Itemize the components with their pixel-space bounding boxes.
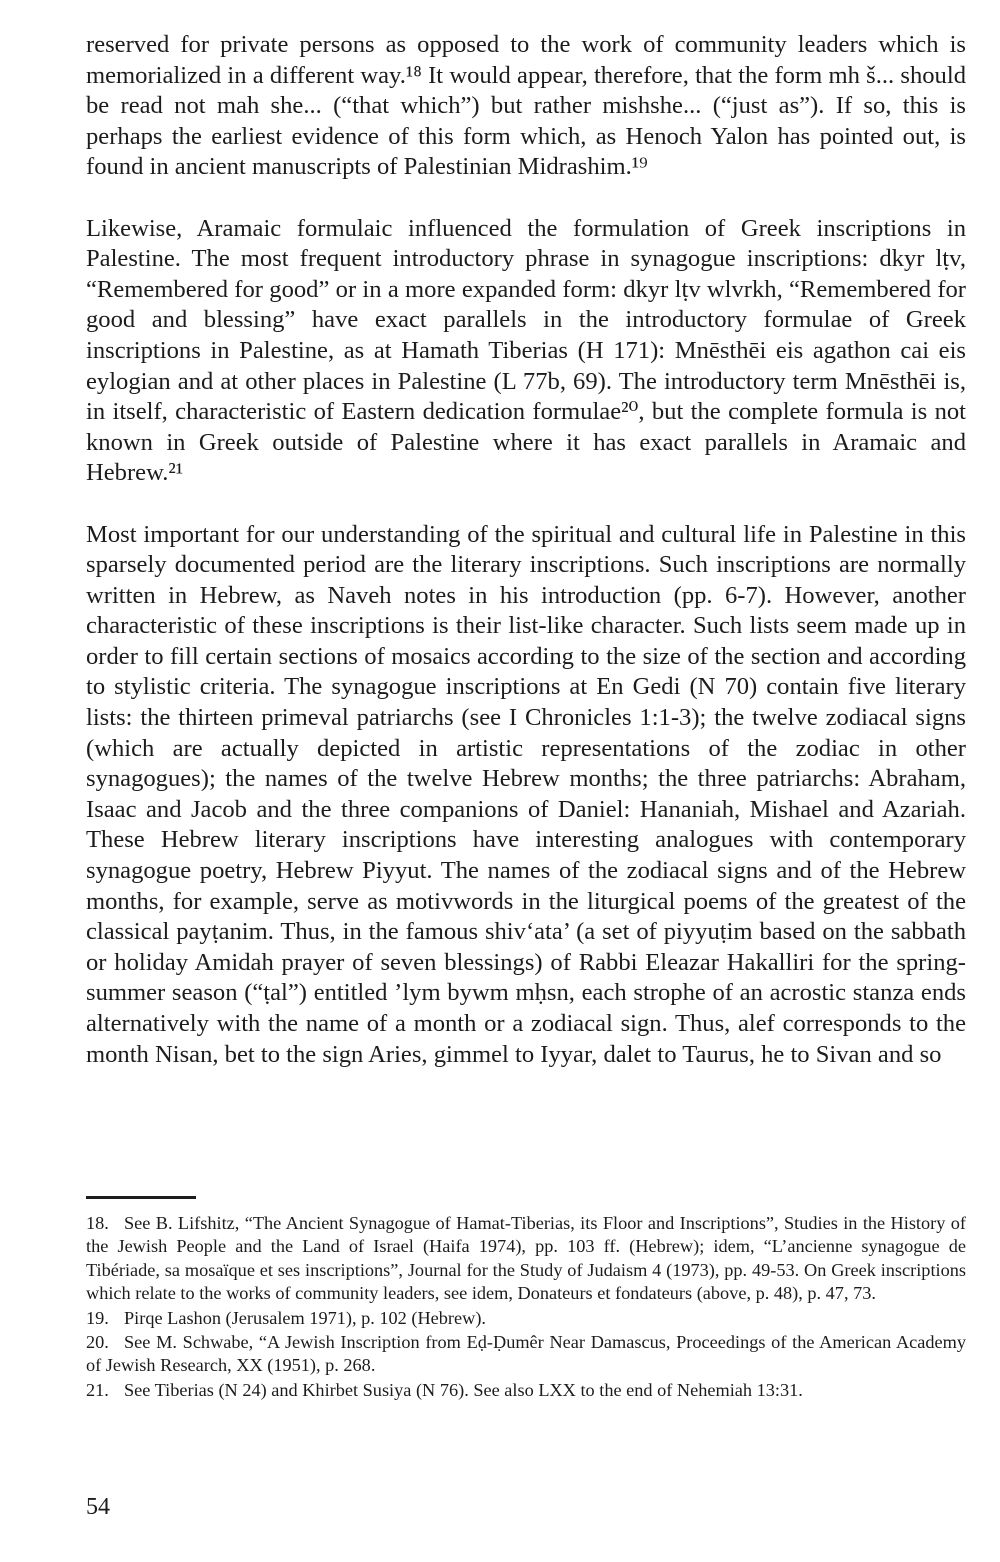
footnote-number: 21. [86, 1379, 109, 1400]
footnote-text: Pirqe Lashon (Jerusalem 1971), p. 102 (Hebrew). [124, 1307, 486, 1328]
body-text [86, 30, 966, 1070]
footnote-21 [86, 1379, 966, 1402]
paragraph-3: Most important for our understanding of the spiritual and cultural life in Palestine in this sparsely documented period are the literary inscriptions. Such inscriptions are normally written in Hebrew, as Naveh notes in his introduction (pp. 6-7). However, another characteristic of these inscriptions is their list-like character. Such lists seem made up in order to fill certain sections of mosaics according to the size of the section and according to stylistic criteria. The synagogue inscriptions at En Gedi (N 70) contain five literary lists: the thirteen primeval patriarchs (see I Chronicles 1:1-3); the twelve zodiacal signs (which are actually depicted in artistic representations of the zodiac in other synagogues); the names of the twelve Hebrew months; the three patriarchs: Abraham, Isaac and Jacob and the three companions of Daniel: Hananiah, Mishael and Azariah. These Hebrew literary inscriptions have interesting analogues with contemporary synagogue poetry, Hebrew Piyyut. The names of the zodiacal signs and of the Hebrew months, for example, serve as motivwords in the liturgical poems of the greatest of the classical payṭanim. Thus, in the famous shiv‘ata’ (a set of piyyuṭim based on the sabbath or holiday Amidah prayer of seven blessings) of Rabbi Eleazar Hakalliri for the spring-summer season (“ṭal”) entitled ’lym bywm mḥsn, each strophe of an acrostic stanza ends alternatively with the name of a month or a zodiacal sign. Thus, alef corresponds to the month Nisan, bet to the sign Aries, gimmel to Iyyar, dalet to Taurus, he to Sivan and so [86, 520, 966, 1068]
footnote-number: 20. [86, 1332, 109, 1353]
footnote-18 [86, 1212, 966, 1306]
page-number: 54 [86, 1494, 110, 1520]
paragraph-2: Likewise, Aramaic formulaic influenced the formulation of Greek inscriptions in Palestine. The most frequent introductory phrase in synagogue inscriptions: dkyr lṭv, “Remembered for good” or in a more expanded form: dkyr lṭv wlvrkh, “Remembered for good and blessing” have exact parallels in the introductory formulae of Greek inscriptions in Palestine, as at Hamath Tiberias (H 171): Mnēsthēi eis agathon cai eis eylogian and at other places in Palestine (L 77b, 69). The introductory term Mnēsthēi is, in itself, characteristic of Eastern dedication formulae²⁰, but the complete formula is not known in Greek outside of Palestine where it has exact parallels in Aramaic and Hebrew.²¹ [86, 214, 966, 487]
footnote-text: See Tiberias (N 24) and Khirbet Susiya (N 76). See also LXX to the end of Nehemiah 13:31. [124, 1379, 803, 1400]
footnote-text: See B. Lifshitz, “The Ancient Synagogue of Hamat-Tiberias, its Floor and Inscriptions”, Studies in the History of the Jewish People and the Land of Israel (Haifa 1974), pp. 103 ff. (Hebrew); idem, “L’ancienne synagogue de Tibériade, sa mosaïque et ses inscriptions”, Journal for the Study of Judaism 4 (1973), pp. 49-53. On Greek inscriptions which relate to the works of community leaders, see idem, Donateurs et fondateurs (above, p. 48), p. 47, 73. [86, 1213, 966, 1304]
footnote-number: 18. [86, 1213, 109, 1233]
footnotes [86, 1212, 966, 1403]
footnote-20 [86, 1331, 966, 1378]
footnote-19 [86, 1307, 966, 1330]
paragraph-1: reserved for private persons as opposed to the work of community leaders which is memorialized in a different way.¹⁸ It would appear, therefore, that the form mh š... should be read not mah she... (“that which”) but rather mishshe... (“just as”). If so, this is perhaps the earliest evidence of this form which, as Henoch Yalon has pointed out, is found in ancient manuscripts of Palestinian Midrashim.¹⁹ [86, 31, 966, 181]
footnote-separator [86, 1196, 196, 1199]
footnote-number: 19. [86, 1307, 109, 1328]
footnote-text: See M. Schwabe, “A Jewish Inscription from Eḍ-Ḍumêr Near Damascus, Proceedings of the American Academy of Jewish Research, XX (1951), p. 268. [86, 1332, 966, 1376]
